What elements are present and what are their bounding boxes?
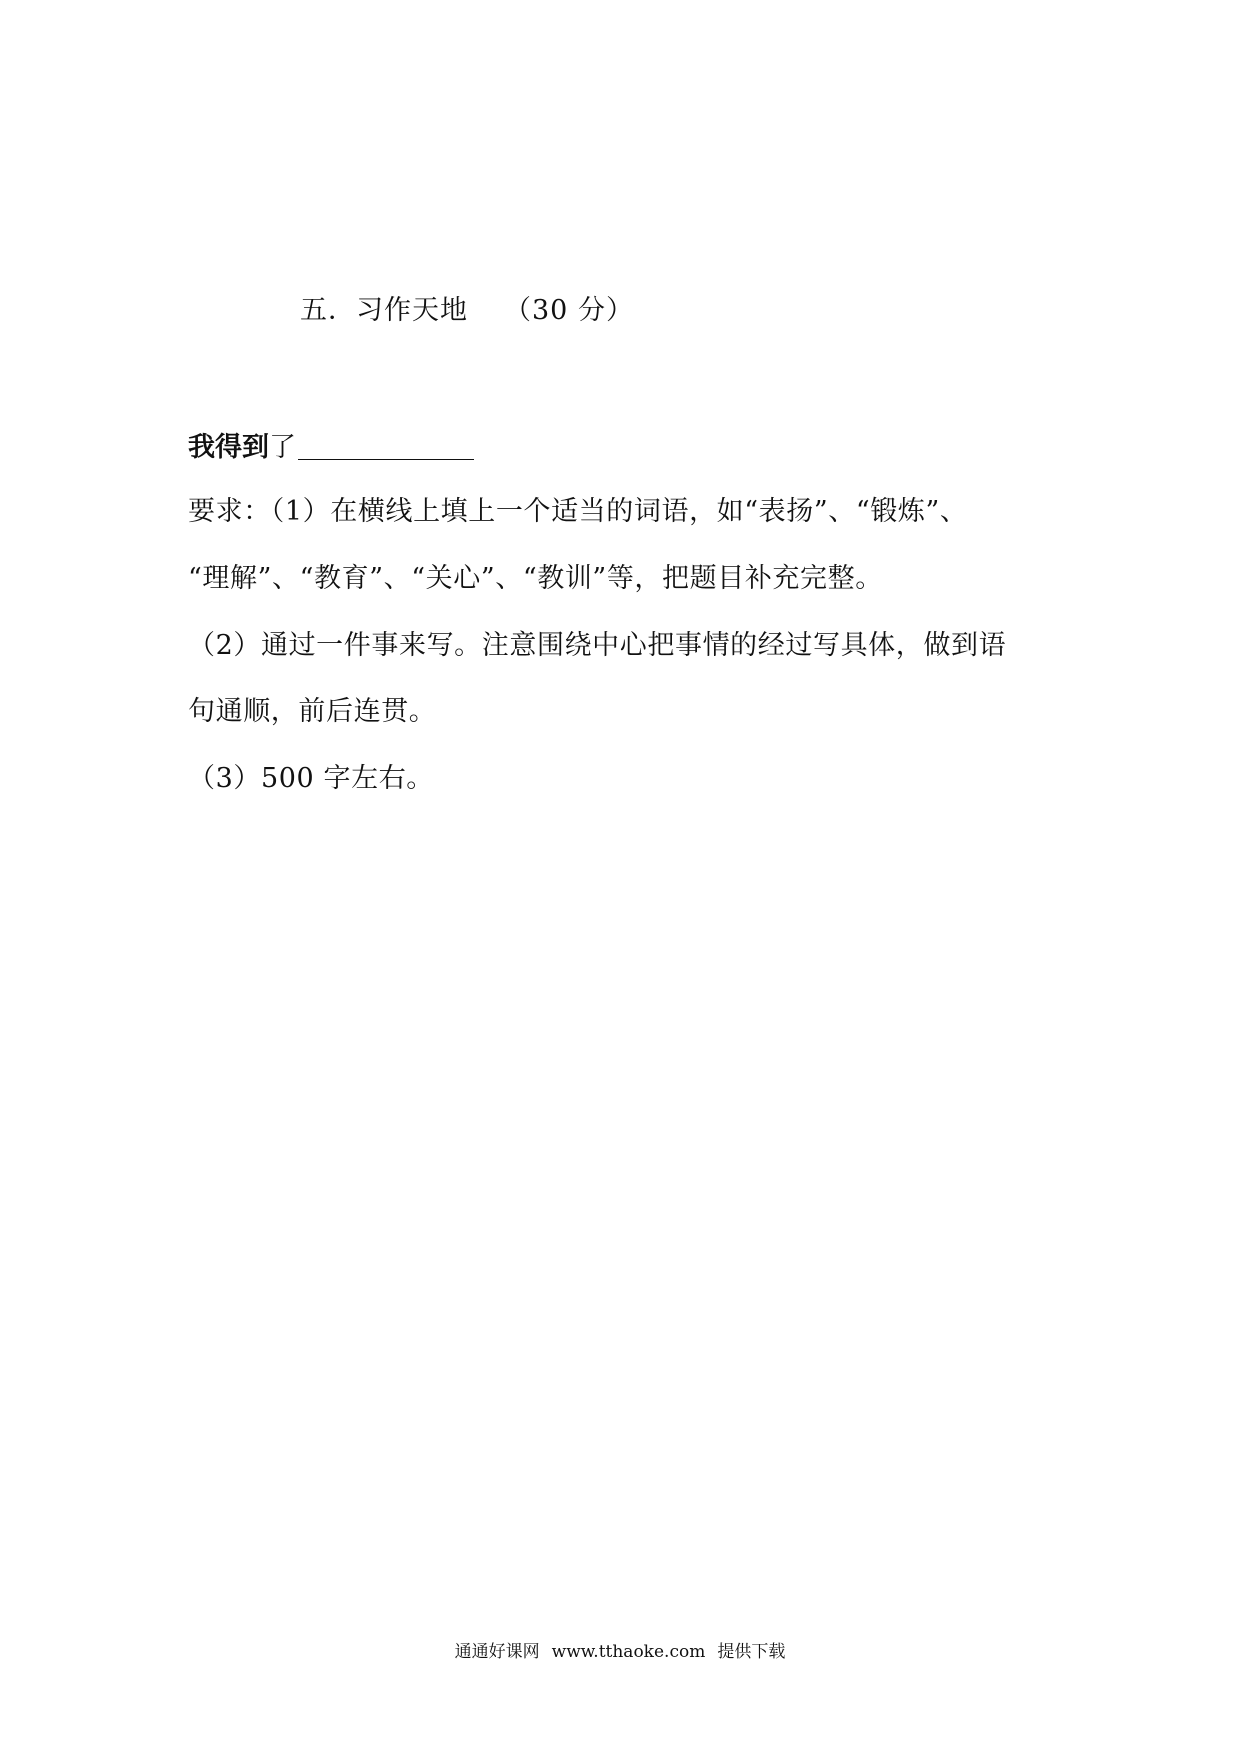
footer-suffix: 提供下载 [717, 1642, 786, 1662]
fill-in-blank-line [298, 433, 474, 460]
essay-title-bold: 我得到 [188, 432, 269, 463]
requirement-line-1: 要求：（1）在横线上填上一个适当的词语，如“表扬”、“锻炼”、 [188, 496, 968, 527]
footer-url[interactable]: www.tthaoke.com [551, 1642, 706, 1662]
essay-title-normal: 了 [269, 432, 296, 463]
requirement-line-5: （3）500 字左右。 [188, 763, 434, 794]
section-heading [300, 288, 634, 327]
page-footer [0, 1637, 1240, 1662]
requirement-line-4: 句通顺，前后连贯。 [188, 696, 437, 727]
section-number-title: 五．习作天地 [300, 295, 468, 326]
section-score: （30 分） [504, 295, 634, 326]
footer-site-name: 通通好课网 [454, 1642, 540, 1662]
requirement-line-3: （2）通过一件事来写。注意围绕中心把事情的经过写具体，做到语 [188, 630, 1007, 661]
essay-title [188, 425, 474, 464]
requirement-line-2: “理解”、“教育”、“关心”、“教训”等，把题目补充完整。 [188, 563, 883, 594]
